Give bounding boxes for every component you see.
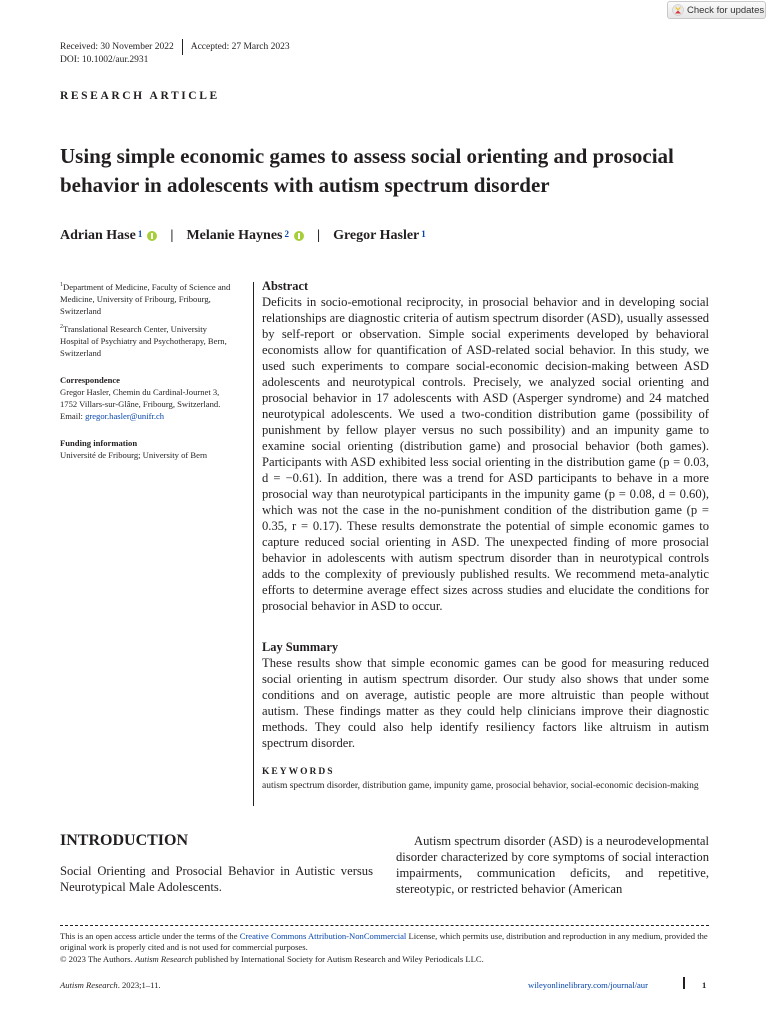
column-divider [253, 282, 254, 806]
author-name[interactable]: Melanie Haynes [186, 228, 283, 243]
crossmark-icon [672, 4, 684, 16]
author-affiliation-mark[interactable]: 1 [421, 229, 426, 239]
article-type: RESEARCH ARTICLE [60, 90, 220, 102]
paper-title: Using simple economic games to assess social orienting and prosocial behavior in adolescents with autism spectrum disorder [60, 144, 674, 197]
funding-text: Université de Fribourg; University of Bern [60, 449, 208, 460]
doi[interactable]: DOI: 10.1002/aur.2931 [60, 55, 149, 65]
license-link[interactable]: Creative Commons Attribution-NonCommercial [239, 931, 407, 941]
abstract-heading: Abstract [262, 279, 309, 293]
footer-citation: Autism Research. 2023;1–11. [60, 980, 161, 990]
author-separator: | [316, 228, 321, 243]
abstract-section [262, 278, 709, 614]
orcid-icon[interactable] [294, 231, 304, 241]
publication-dates [60, 39, 290, 55]
author-name[interactable]: Gregor Hasler [333, 228, 420, 243]
abstract-text: Deficits in socio-emotional reciprocity, in prosocial behavior and in developing social relationships are diagnostic criteria of autism spectrum disorder (ASD), usually assessed by self-report or observation. Simple social experiments developed by behavioral economists allow for quantification of ASD-related social behavior. In this study, we used such experiments to compare social-economic decision-making between ASD adolescents and neurotypical controls. Precisely, we analyzed social orienting and prosocial behavior in 17 adolescents with ASD (Asperger syndrome) and 24 matched neurotypical adolescents. We used a two-condition distribution game (possibility of punishment by fellow player versus no such possibility) and an impunity game to examine social orienting (distribution game) and prosocial behavior (both games). Participants with ASD exhibited less social orienting in the distribution game (p = 0.03, d = −0.61). In addition, there was a trend for ASD participants to behave in a more prosocial way than neurotypical participants in the impunity game (p = 0.08, d = 0.60), which was not the case in the no-punishment condition of the distribution game (p = 0.35, r = 0.17). These results demonstrate the potential of simple economic games to capture reduced social orienting in ASD. The unexpected finding of more prosocial behavior in adolescents with autism spectrum disorder than in neurotypical controls adds to the complexity of previously published results. We recommend meta-analytic efforts to determine average effect sizes across studies and elucidate the conditions for prosocial behavior in ASD to occur. [262, 295, 709, 613]
funding-heading: Funding information [60, 437, 138, 448]
check-for-updates-button[interactable] [667, 1, 766, 19]
orcid-icon[interactable] [147, 231, 157, 241]
copyright-journal: Autism Research [134, 954, 193, 964]
journal-url-link[interactable]: wileyonlinelibrary.com/journal/aur [528, 980, 648, 990]
license-note: This is an open access article under the terms of the Creative Commons Attribution-NonCommercial License, which permits use, distribution and reproduction in any medium, provided the original work is properly cited and is not used for commercial purposes. [60, 931, 708, 952]
affiliation: $^2$Translational Research Center, University Hospital of Psychiatry and Psychotherapy, Bern, Switzerland [60, 323, 227, 358]
lay-summary-section [262, 639, 709, 751]
lay-summary-heading: Lay Summary [262, 640, 339, 654]
correspondence-email: Email: gregor.hasler@unifr.ch [60, 410, 165, 421]
page-number: 1 [702, 980, 707, 990]
keywords-text: autism spectrum disorder, distribution game, impunity game, prosocial behavior, social-economic decision-making [262, 781, 699, 791]
lay-summary-text: These results show that simple economic games can be good for measuring reduced social orienting in autism spectrum disorder. Our study also shows that under some conditions and on average, autistic people are more altruistic than people without autism. These findings matter as they could help clinicians improve their diagnostic methods. They could also help identify resiliency factors like altruism in autism spectrum disorder. [262, 656, 709, 750]
accepted-date: Accepted: 27 March 2023 [190, 42, 290, 52]
correspondence-text: Gregor Hasler, Chemin du Cardinal-Journet 3, 1752 Villars-sur-Glâne, Fribourg, Switzerland. [60, 386, 221, 409]
introduction-left-text: Social Orienting and Prosocial Behavior in Autistic versus Neurotypical Male Adolescents. [60, 864, 373, 894]
affiliation: $^1$Department of Medicine, Faculty of Science and Medicine, University of Fribourg, Fribourg, Switzerland [60, 281, 231, 316]
introduction-heading: INTRODUCTION [60, 832, 189, 849]
author-list [60, 228, 426, 244]
introduction-right-text: Autism spectrum disorder (ASD) is a neurodevelopmental disorder characterized by core symptoms of social interaction impairments, communication deficits, and repetitive, stereotypic, or restricted behavior (American [396, 834, 709, 896]
sidebar-info [60, 279, 236, 461]
email-link[interactable]: gregor.hasler@unifr.ch [85, 410, 165, 421]
footer-separator [683, 977, 685, 989]
author-separator: | [170, 228, 174, 243]
keywords-heading: KEYWORDS [262, 767, 335, 777]
footnote-divider [60, 925, 709, 926]
author-affiliation-mark[interactable]: 2 [284, 229, 289, 239]
author-affiliation-mark[interactable]: 1 [137, 229, 143, 239]
check-for-updates-label: Check for updates [687, 4, 765, 16]
meta-separator [182, 39, 183, 55]
copyright-note: © 2023 The Authors. Autism Research published by International Society for Autism Research and Wiley Periodicals LLC. [60, 954, 484, 964]
correspondence-heading: Correspondence [60, 374, 120, 385]
author-name[interactable]: Adrian Hase [60, 228, 136, 243]
received-date: Received: 30 November 2022 [60, 42, 174, 52]
